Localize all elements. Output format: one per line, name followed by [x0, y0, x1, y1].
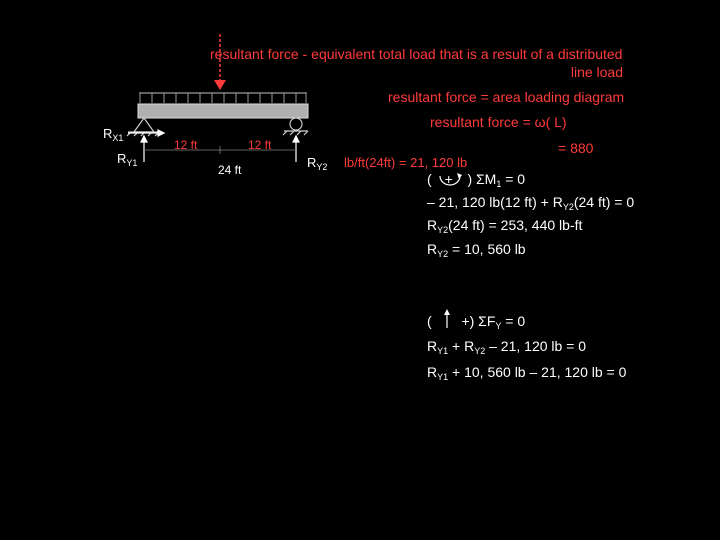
- moment-equation-3: $R_{Y2}(24$ ft) = 253, 440 lb-ft: [427, 217, 583, 235]
- dimension-left-label: 12 ft: [174, 138, 198, 152]
- dimension-total-label: 24 ft: [218, 163, 242, 177]
- resultant-value-tail: = 880: [558, 140, 594, 156]
- resultant-formula: resultant force = ω( L): [430, 114, 567, 130]
- moment-direction-icon: +: [436, 172, 464, 186]
- resultant-force-arrow: [214, 34, 226, 90]
- label-ry1: $R_{Y1}$: [117, 151, 138, 168]
- distributed-load: [139, 93, 307, 103]
- up-arrow-icon: [436, 314, 458, 328]
- reaction-ry1-arrow: [141, 136, 147, 162]
- definition-line-1: resultant force - equivalent total load that is a result of a distributed: [210, 46, 623, 62]
- beam: [138, 104, 308, 118]
- force-equation-3: $R_{Y1} + 10$, 560 lb – 21, 120 lb = 0: [427, 364, 627, 382]
- reaction-rx1-arrow: [128, 130, 164, 136]
- area-note: resultant force = area loading diagram: [388, 89, 625, 105]
- label-rx1: $R_{X1}$: [103, 126, 124, 143]
- dimension-right-label: 12 ft: [248, 138, 272, 152]
- roller-support-right: [283, 118, 308, 135]
- moment-equation-1: ( + ) $\Sigma M_1 = 0$: [427, 171, 526, 189]
- resultant-value-line: lb/ft(24ft) = 21, 120 lb: [344, 155, 468, 170]
- dimension-lines: [144, 146, 296, 154]
- label-ry2: $R_{Y2}$: [307, 155, 328, 172]
- force-equation-2: $R_{Y1} + R_{Y2} - 21$, 120 lb = 0: [427, 338, 587, 356]
- definition-line-2: line load: [570, 64, 623, 80]
- force-equation-1: ( +) $\Sigma F_Y = 0$: [427, 313, 525, 331]
- moment-equation-4: $R_{Y2} = 10$, 560 lb: [427, 241, 526, 259]
- reaction-ry2-arrow: [293, 136, 299, 162]
- moment-equation-2: – 21, 120 lb(12 $ft) + R_{Y2}(24$ ft) = 0: [427, 194, 635, 212]
